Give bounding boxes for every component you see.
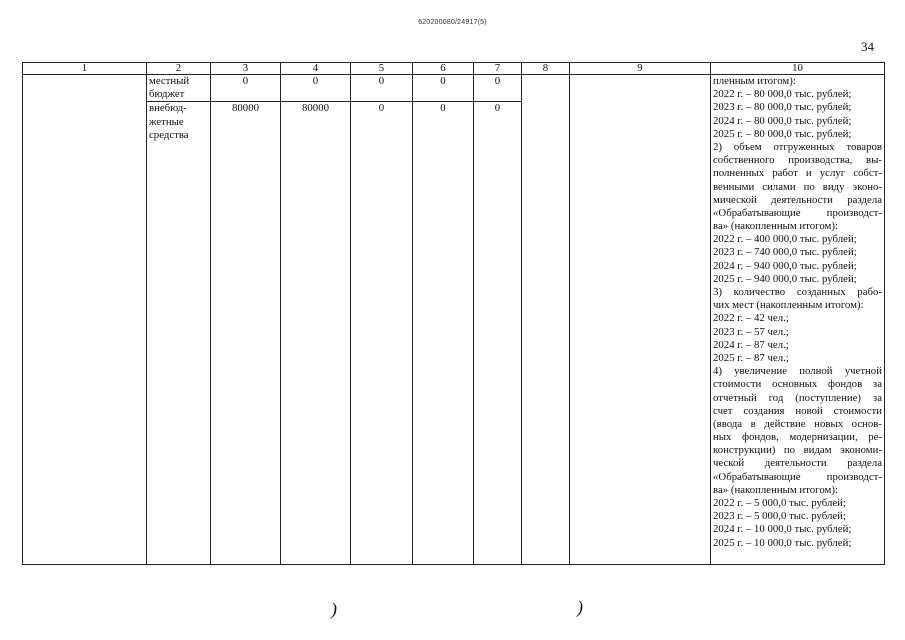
- indicator-line: 3) количество созданных рабо-: [713, 286, 882, 298]
- indicator-line: конструкции) по видам экономи-: [713, 444, 882, 457]
- indicators-cell: [711, 75, 885, 565]
- indicator-line: ческой деятельности раздела: [713, 457, 882, 470]
- indicator-line: ных фондов, модернизации, ре-: [713, 431, 882, 444]
- indicator-line: 2024 г. – 80 000,0 тыс. рублей;: [713, 114, 852, 127]
- value-cell: 80000: [211, 102, 281, 565]
- indicator-line: счет создания новой стоимости: [713, 404, 882, 417]
- indicator-line: отчетный год (поступление) за: [713, 391, 882, 404]
- indicator-line: пленным итогом):: [713, 75, 796, 87]
- indicator-line: 2022 г. – 5 000,0 тыс. рублей;: [713, 497, 846, 509]
- value-cell: 0: [351, 75, 413, 102]
- cell-col-9: [570, 75, 711, 565]
- column-number: 5: [351, 63, 413, 75]
- column-number: 6: [413, 63, 474, 75]
- cell-col-8: [522, 75, 570, 565]
- indicator-line: 2023 г. – 5 000,0 тыс. рублей;: [713, 510, 846, 523]
- value-cell: 0: [474, 75, 522, 102]
- funding-source-cell: [147, 75, 211, 102]
- indicator-line: 2) объем отгруженных товаров: [713, 140, 882, 153]
- indicator-line: 2022 г. – 80 000,0 тыс. рублей;: [713, 88, 852, 101]
- value-cell: 80000: [281, 102, 351, 565]
- indicator-line: 2025 г. – 10 000,0 тыс. рублей;: [713, 536, 852, 549]
- value-cell: 0: [211, 75, 281, 102]
- indicator-line: 2024 г. – 940 000,0 тыс. рублей;: [713, 259, 857, 272]
- value-cell: 0: [413, 75, 474, 102]
- indicator-line: чих мест (накопленным итогом):: [713, 299, 864, 312]
- indicator-line: 2023 г. – 80 000,0 тыс. рублей;: [713, 101, 852, 114]
- indicator-line: 2023 г. – 57 чел.;: [713, 325, 789, 338]
- indicator-line: 2024 г. – 10 000,0 тыс. рублей;: [713, 523, 852, 536]
- indicator-line: (ввода в действие новых основ-: [713, 417, 882, 430]
- indicator-line: мической деятельности раздела: [713, 193, 882, 206]
- indicator-line: 2022 г. – 400 000,0 тыс. рублей;: [713, 233, 857, 246]
- pen-mark: ): [577, 597, 583, 617]
- indicator-line: 2022 г. – 42 чел.;: [713, 312, 789, 325]
- page-number: 34: [861, 39, 874, 54]
- document-id: 620200080/24917(5): [418, 19, 487, 26]
- column-number: 8: [522, 63, 570, 75]
- indicator-line: венными силами по виду эконо-: [713, 180, 882, 193]
- value-cell: 0: [281, 75, 351, 102]
- column-number: 2: [147, 63, 211, 75]
- indicator-line: 2025 г. – 940 000,0 тыс. рублей;: [713, 272, 857, 285]
- table-row: [23, 75, 885, 102]
- column-number: 4: [281, 63, 351, 75]
- indicator-line: стоимости основных фондов за: [713, 378, 882, 391]
- column-number: 7: [474, 63, 522, 75]
- indicator-line: 2025 г. – 80 000,0 тыс. рублей;: [713, 127, 852, 140]
- cell-col-1: [23, 75, 147, 565]
- funding-source-line: внебюд-: [149, 102, 187, 115]
- funding-source-line: местный: [149, 75, 190, 87]
- indicator-line: 2025 г. – 87 чел.;: [713, 351, 789, 364]
- column-number: 3: [211, 63, 281, 75]
- indicator-line: ва» (накопленным итогом):: [713, 483, 838, 496]
- funding-source-line: жетные: [149, 115, 184, 128]
- pen-mark: ): [331, 599, 337, 619]
- data-table: [22, 62, 885, 565]
- indicator-line: 2024 г. – 87 чел.;: [713, 338, 789, 351]
- indicator-line: «Обрабатывающие производст-: [713, 470, 882, 483]
- indicator-line: 2023 г. – 740 000,0 тыс. рублей;: [713, 246, 857, 259]
- indicator-line: собственного производства, вы-: [713, 154, 882, 167]
- value-cell: 0: [413, 102, 474, 565]
- column-number: 1: [23, 63, 147, 75]
- indicator-line: «Обрабатывающие производст-: [713, 206, 882, 219]
- column-number: 9: [570, 63, 711, 75]
- funding-source-cell: [147, 102, 211, 565]
- column-number-row: [23, 63, 885, 75]
- column-number: 10: [711, 63, 885, 75]
- funding-source-line: бюджет: [149, 88, 185, 101]
- value-cell: 0: [474, 102, 522, 565]
- value-cell: 0: [351, 102, 413, 565]
- indicator-line: ва» (накопленным итогом):: [713, 220, 838, 233]
- funding-source-line: средства: [149, 128, 189, 141]
- indicator-line: полненных работ и услуг собст-: [713, 167, 882, 180]
- indicator-line: 4) увеличение полной учетной: [713, 365, 882, 378]
